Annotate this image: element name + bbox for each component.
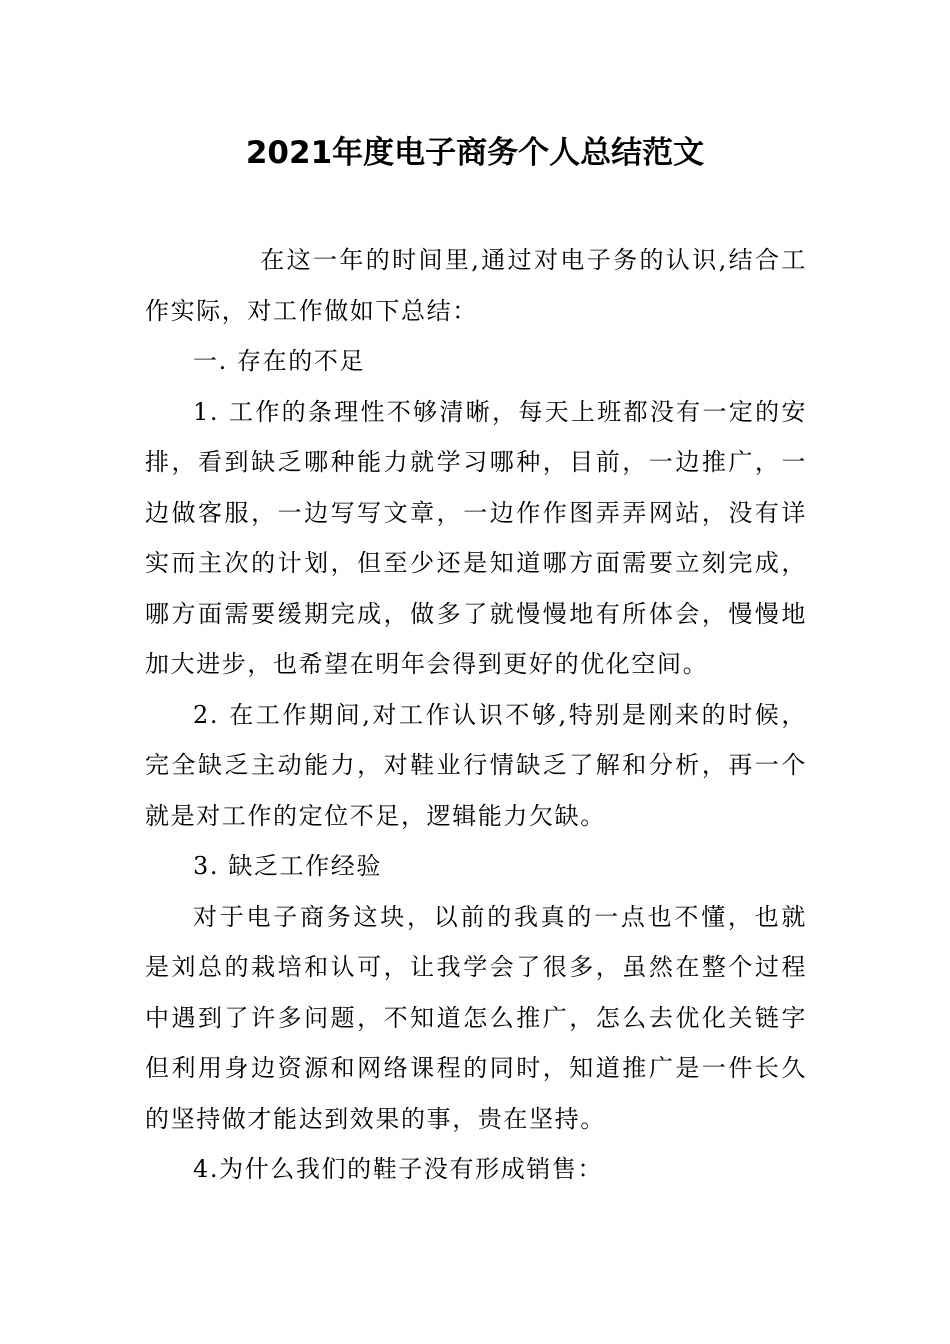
paragraph-item-2: 2. 在工作期间,对工作认识不够,特别是刚来的时候，完全缺乏主动能力，对鞋业行情缺乏了解和分析，再一个就是对工作的定位不足，逻辑能力欠缺。 [145, 700, 807, 830]
paragraph-item-3-heading: 3. 缺乏工作经验 [193, 852, 382, 880]
paragraph-item-3-body: 对于电子商务这块，以前的我真的一点也不懂，也就是刘总的栽培和认可，让我学会了很多，虽然在整个过程中遇到了许多问题，不知道怎么推广，怎么去优化关链字但利用身边资源和网络课程的同时，知道推广是一件长久的坚持做才能达到效果的事，贵在坚持。 [145, 902, 807, 1133]
intro-paragraph: 在这一年的时间里,通过对电子务的认识,结合工作实际，对工作做如下总结： [145, 246, 807, 325]
section-heading-shortcomings: 一. 存在的不足 [193, 347, 366, 375]
document-title: 2021年度电子商务个人总结范文 [245, 135, 705, 171]
document-body [145, 235, 807, 1195]
paragraph-item-4-heading: 4.为什么我们的鞋子没有形成销售： [193, 1155, 604, 1183]
paragraph-item-1: 1. 工作的条理性不够清晰，每天上班都没有一定的安排，看到缺乏哪种能力就学习哪种，目前，一边推广，一边做客服，一边写写文章，一边作作图弄弄网站，没有详实而主次的计划，但至少还是知道哪方面需要立刻完成，哪方面需要缓期完成，做多了就慢慢地有所体会，慢慢地加大进步，也希望在明年会得到更好的优化空间。 [145, 397, 807, 678]
